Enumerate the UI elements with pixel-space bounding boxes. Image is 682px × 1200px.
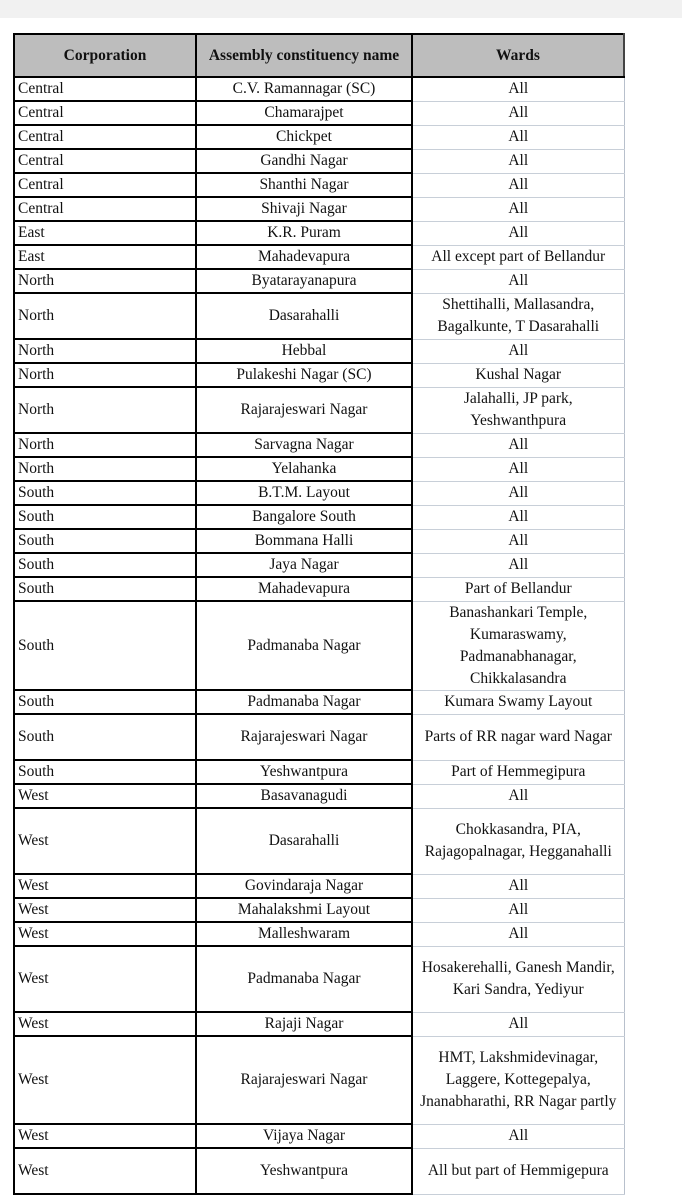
table-row	[14, 784, 624, 808]
constituency-cell: Bommana Halli	[196, 529, 412, 553]
table-row	[14, 529, 624, 553]
constituency-cell: Shivaji Nagar	[196, 197, 412, 221]
constituency-cell: Pulakeshi Nagar (SC)	[196, 363, 412, 387]
constituency-cell: K.R. Puram	[196, 221, 412, 245]
constituency-cell: Chickpet	[196, 125, 412, 149]
table-row	[14, 714, 624, 760]
wards-cell: All	[412, 197, 624, 221]
constituency-cell: Sarvagna Nagar	[196, 433, 412, 457]
corporation-cell: North	[14, 293, 196, 339]
corporation-cell: East	[14, 245, 196, 269]
table-row	[14, 1124, 624, 1148]
corporation-cell: North	[14, 457, 196, 481]
corporation-cell: North	[14, 363, 196, 387]
constituency-cell: Padmanaba Nagar	[196, 601, 412, 690]
corporation-cell: West	[14, 784, 196, 808]
constituency-cell: B.T.M. Layout	[196, 481, 412, 505]
constituency-cell: Vijaya Nagar	[196, 1124, 412, 1148]
corporation-cell: South	[14, 505, 196, 529]
wards-cell: All but part of Hemmigepura	[412, 1148, 624, 1194]
corporation-cell: South	[14, 714, 196, 760]
table-row	[14, 922, 624, 946]
table-row	[14, 690, 624, 714]
constituency-cell: Yeshwantpura	[196, 1148, 412, 1194]
table-row	[14, 387, 624, 433]
constituency-cell: Mahadevapura	[196, 577, 412, 601]
wards-cell: All	[412, 101, 624, 125]
corporation-cell: South	[14, 601, 196, 690]
top-strip	[0, 0, 682, 18]
wards-cell: All	[412, 529, 624, 553]
table-row	[14, 946, 624, 1012]
corporation-cell: North	[14, 339, 196, 363]
wards-cell: All	[412, 922, 624, 946]
corporation-cell: West	[14, 898, 196, 922]
constituency-cell: Dasarahalli	[196, 293, 412, 339]
header-corporation: Corporation	[14, 34, 196, 77]
wards-cell: Part of Hemmegipura	[412, 760, 624, 784]
table-row	[14, 101, 624, 125]
wards-cell: Hosakerehalli, Ganesh Mandir, Kari Sandra, Yediyur	[412, 946, 624, 1012]
corporation-cell: Central	[14, 101, 196, 125]
table-row	[14, 125, 624, 149]
constituency-cell: Byatarayanapura	[196, 269, 412, 293]
wards-cell: All	[412, 173, 624, 197]
table-row	[14, 221, 624, 245]
wards-cell: Shettihalli, Mallasandra, Bagalkunte, T Dasarahalli	[412, 293, 624, 339]
table-row	[14, 197, 624, 221]
wards-cell: All	[412, 77, 624, 101]
wards-table	[13, 33, 625, 1195]
table-row	[14, 481, 624, 505]
table-row	[14, 433, 624, 457]
constituency-cell: Yeshwantpura	[196, 760, 412, 784]
table-row	[14, 363, 624, 387]
table-row	[14, 149, 624, 173]
wards-cell: Kumara Swamy Layout	[412, 690, 624, 714]
table-row	[14, 760, 624, 784]
corporation-cell: South	[14, 690, 196, 714]
constituency-cell: Hebbal	[196, 339, 412, 363]
corporation-cell: North	[14, 433, 196, 457]
wards-cell: All	[412, 1124, 624, 1148]
corporation-cell: South	[14, 760, 196, 784]
corporation-cell: West	[14, 1148, 196, 1194]
table-row	[14, 173, 624, 197]
wards-cell: All	[412, 457, 624, 481]
wards-cell: Parts of RR nagar ward Nagar	[412, 714, 624, 760]
corporation-cell: Central	[14, 125, 196, 149]
table-row	[14, 1036, 624, 1124]
corporation-cell: West	[14, 808, 196, 874]
table-row	[14, 293, 624, 339]
constituency-cell: Rajaji Nagar	[196, 1012, 412, 1036]
constituency-cell: Bangalore South	[196, 505, 412, 529]
corporation-cell: Central	[14, 197, 196, 221]
corporation-cell: West	[14, 874, 196, 898]
header-wards: Wards	[412, 34, 624, 77]
wards-cell: All	[412, 898, 624, 922]
constituency-cell: Mahalakshmi Layout	[196, 898, 412, 922]
corporation-cell: East	[14, 221, 196, 245]
table-row	[14, 898, 624, 922]
corporation-cell: Central	[14, 149, 196, 173]
table-row	[14, 77, 624, 101]
wards-cell: All	[412, 433, 624, 457]
header-row	[14, 34, 624, 77]
wards-cell: HMT, Lakshmidevinagar, Laggere, Kottegepalya, Jnanabharathi, RR Nagar partly	[412, 1036, 624, 1124]
table-row	[14, 601, 624, 690]
table-row	[14, 269, 624, 293]
corporation-cell: South	[14, 577, 196, 601]
wards-cell: All	[412, 339, 624, 363]
constituency-cell: Rajarajeswari Nagar	[196, 714, 412, 760]
corporation-cell: North	[14, 269, 196, 293]
wards-cell: All	[412, 269, 624, 293]
wards-cell: All	[412, 221, 624, 245]
wards-cell: All	[412, 553, 624, 577]
corporation-cell: South	[14, 529, 196, 553]
constituency-cell: Govindaraja Nagar	[196, 874, 412, 898]
table-row	[14, 457, 624, 481]
table-row	[14, 874, 624, 898]
constituency-cell: Rajarajeswari Nagar	[196, 387, 412, 433]
wards-cell: Part of Bellandur	[412, 577, 624, 601]
constituency-cell: Jaya Nagar	[196, 553, 412, 577]
table-row	[14, 245, 624, 269]
constituency-cell: Dasarahalli	[196, 808, 412, 874]
wards-cell: Kushal Nagar	[412, 363, 624, 387]
corporation-cell: South	[14, 553, 196, 577]
wards-cell: All except part of Bellandur	[412, 245, 624, 269]
constituency-cell: Padmanaba Nagar	[196, 946, 412, 1012]
wards-cell: Chokkasandra, PIA, Rajagopalnagar, Hegganahalli	[412, 808, 624, 874]
wards-cell: All	[412, 505, 624, 529]
table-body	[14, 77, 624, 1194]
constituency-cell: Padmanaba Nagar	[196, 690, 412, 714]
table-row	[14, 577, 624, 601]
constituency-cell: Chamarajpet	[196, 101, 412, 125]
table-row	[14, 1012, 624, 1036]
corporation-cell: West	[14, 1012, 196, 1036]
constituency-cell: Malleshwaram	[196, 922, 412, 946]
wards-cell: All	[412, 1012, 624, 1036]
corporation-cell: West	[14, 1036, 196, 1124]
corporation-cell: West	[14, 1124, 196, 1148]
header-constituency: Assembly constituency name	[196, 34, 412, 77]
table-row	[14, 505, 624, 529]
constituency-cell: Basavanagudi	[196, 784, 412, 808]
constituency-cell: Shanthi Nagar	[196, 173, 412, 197]
wards-cell: Jalahalli, JP park, Yeshwanthpura	[412, 387, 624, 433]
table-row	[14, 808, 624, 874]
constituency-cell: Rajarajeswari Nagar	[196, 1036, 412, 1124]
wards-cell: All	[412, 784, 624, 808]
constituency-cell: Yelahanka	[196, 457, 412, 481]
table-row	[14, 339, 624, 363]
corporation-cell: North	[14, 387, 196, 433]
table-row	[14, 553, 624, 577]
corporation-cell: South	[14, 481, 196, 505]
table-row	[14, 1148, 624, 1194]
wards-cell: All	[412, 149, 624, 173]
corporation-cell: West	[14, 922, 196, 946]
corporation-cell: West	[14, 946, 196, 1012]
wards-cell: Banashankari Temple, Kumaraswamy, Padmanabhanagar, Chikkalasandra	[412, 601, 624, 690]
corporation-cell: Central	[14, 173, 196, 197]
wards-cell: All	[412, 481, 624, 505]
corporation-cell: Central	[14, 77, 196, 101]
constituency-cell: C.V. Ramannagar (SC)	[196, 77, 412, 101]
constituency-cell: Gandhi Nagar	[196, 149, 412, 173]
wards-cell: All	[412, 125, 624, 149]
wards-cell: All	[412, 874, 624, 898]
constituency-cell: Mahadevapura	[196, 245, 412, 269]
